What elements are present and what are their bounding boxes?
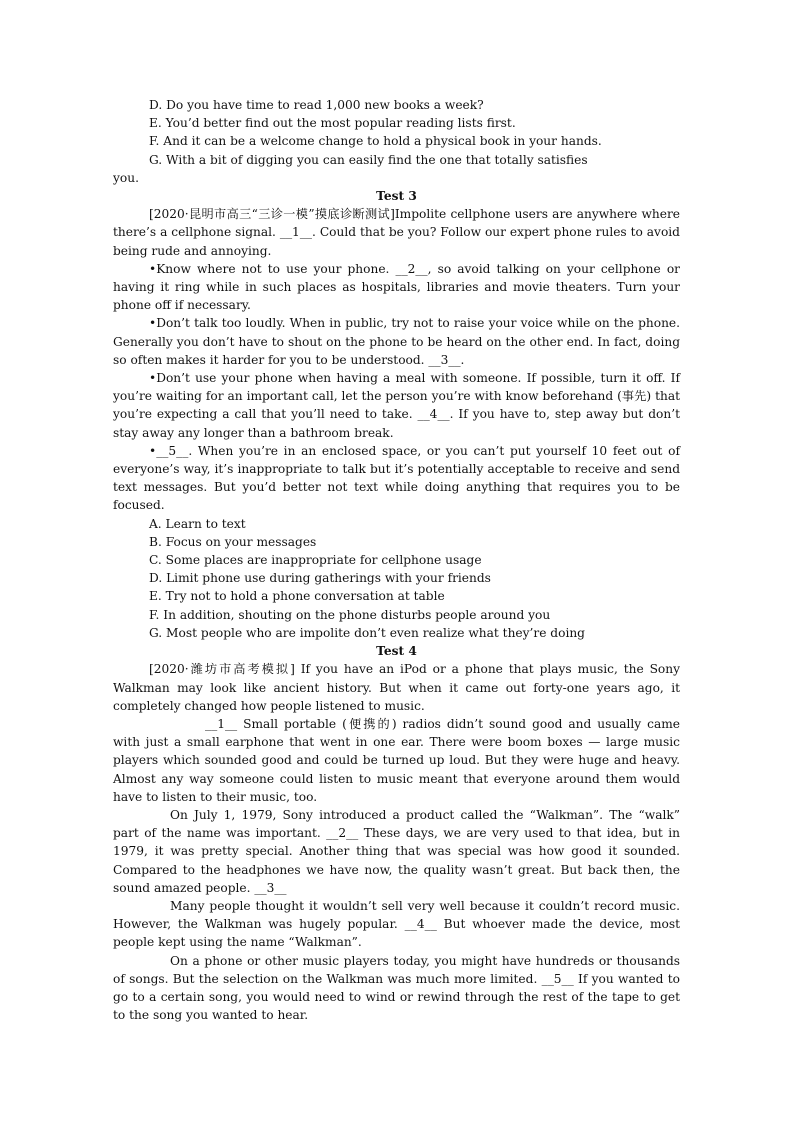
option-g-top: G. With a bit of digging you can easily find the one that totally satisfies [149,152,588,167]
test3-option-c: C. Some places are inappropriate for cellphone usage [149,553,482,568]
test4-paragraph-4: On a phone or other music players today, you might have hundreds or thousands of songs. But the selection on the Walkman was much more limited. __5__ If you wanted to go to a certain song, you would need to wind or rewind through the rest of the tape to get to the song you wanted to hear. [113,953,680,1023]
test3-option-a: A. Learn to text [149,516,246,531]
test4-paragraph-1: __1__ Small portable (便携的) radios didn’t sound good and usually came with just a small earphone that went in one ear. There were boom boxes — large music players which sounded good and could be turned up loud. But they were huge and heavy. Almost any way someone could listen to music meant that everyone around them would have to listen to their music, too. [113,716,680,804]
test3-paragraph-rule-3: •Don’t use your phone when having a meal with someone. If possible, turn it off. If you’re waiting for an important call, let the person you’re with know beforehand (事先) that you’re expecting a call that you’ll need to take. __4__. If you have to, step away but don’t stay away any longer than a bathroom break. [113,371,680,440]
test4-paragraph-2: On July 1, 1979, Sony introduced a product called the “Walkman”. The “walk” part of the name was important. __2__ These days, we are very used to that idea, but in 1979, it was pretty special. Another thing that was special was how good it sounded. Compared to the headphones we have now, the quality wasn’t great. But back then, the sound amazed people. __3__ [113,807,680,895]
test3-option-e: E. Try not to hold a phone conversation at table [149,589,445,604]
test3-title: Test 3 [376,189,417,204]
document-page [113,96,680,1024]
option-g-top-tail: you. [113,170,139,185]
option-f-top: F. And it can be a welcome change to hold a physical book in your hands. [149,134,602,149]
test3-option-f: F. In addition, shouting on the phone disturbs people around you [149,607,551,622]
test3-paragraph-rule-4: •__5__. When you’re in an enclosed space, or you can’t put yourself 10 feet out of everyone’s way, it’s inappropriate to talk but it’s potentially acceptable to receive and send text messages. But you’d better not text while doing anything that requires you to be focused. [113,443,680,513]
test4-title: Test 4 [376,644,417,659]
test3-option-b: B. Focus on your messages [149,534,317,549]
test4-paragraph-3: Many people thought it wouldn’t sell very well because it couldn’t record music. However, the Walkman was hugely popular. __4__ But whoever made the device, most people kept using the name “Walkman”. [113,898,680,950]
test3-option-g: G. Most people who are impolite don’t even realize what they’re doing [149,625,585,640]
test3-paragraph-rule-2: •Don’t talk too loudly. When in public, try not to raise your voice while on the phone. Generally you don’t have to shout on the phone to be heard on the other end. In fact, doing so often makes it harder for you to be understood. __3__. [113,316,680,367]
test3-paragraph-rule-1: •Know where not to use your phone. __2__, so avoid talking on your cellphone or having it ring while in such places as hospitals, libraries and movie theaters. Turn your phone off if necessary. [113,261,680,313]
test4-paragraph-intro: [2020·潍坊市高考模拟] If you have an iPod or a phone that plays music, the Sony Walkman may look like ancient history. But when it came out forty-one years ago, it completely changed how people listened to music. [113,662,680,713]
test3-paragraph-intro: [2020·昆明市高三“三诊一模”摸底诊断测试]Impolite cellphone users are anywhere where there’s a cellphone signal. __1__. Could that be you? Follow our expert phone rules to avoid being rude and annoying. [113,207,680,258]
option-e-top: E. You’d better find out the most popular reading lists first. [149,116,516,131]
test3-option-d: D. Limit phone use during gatherings with your friends [149,571,491,586]
option-d-top: D. Do you have time to read 1,000 new books a week? [149,98,484,112]
